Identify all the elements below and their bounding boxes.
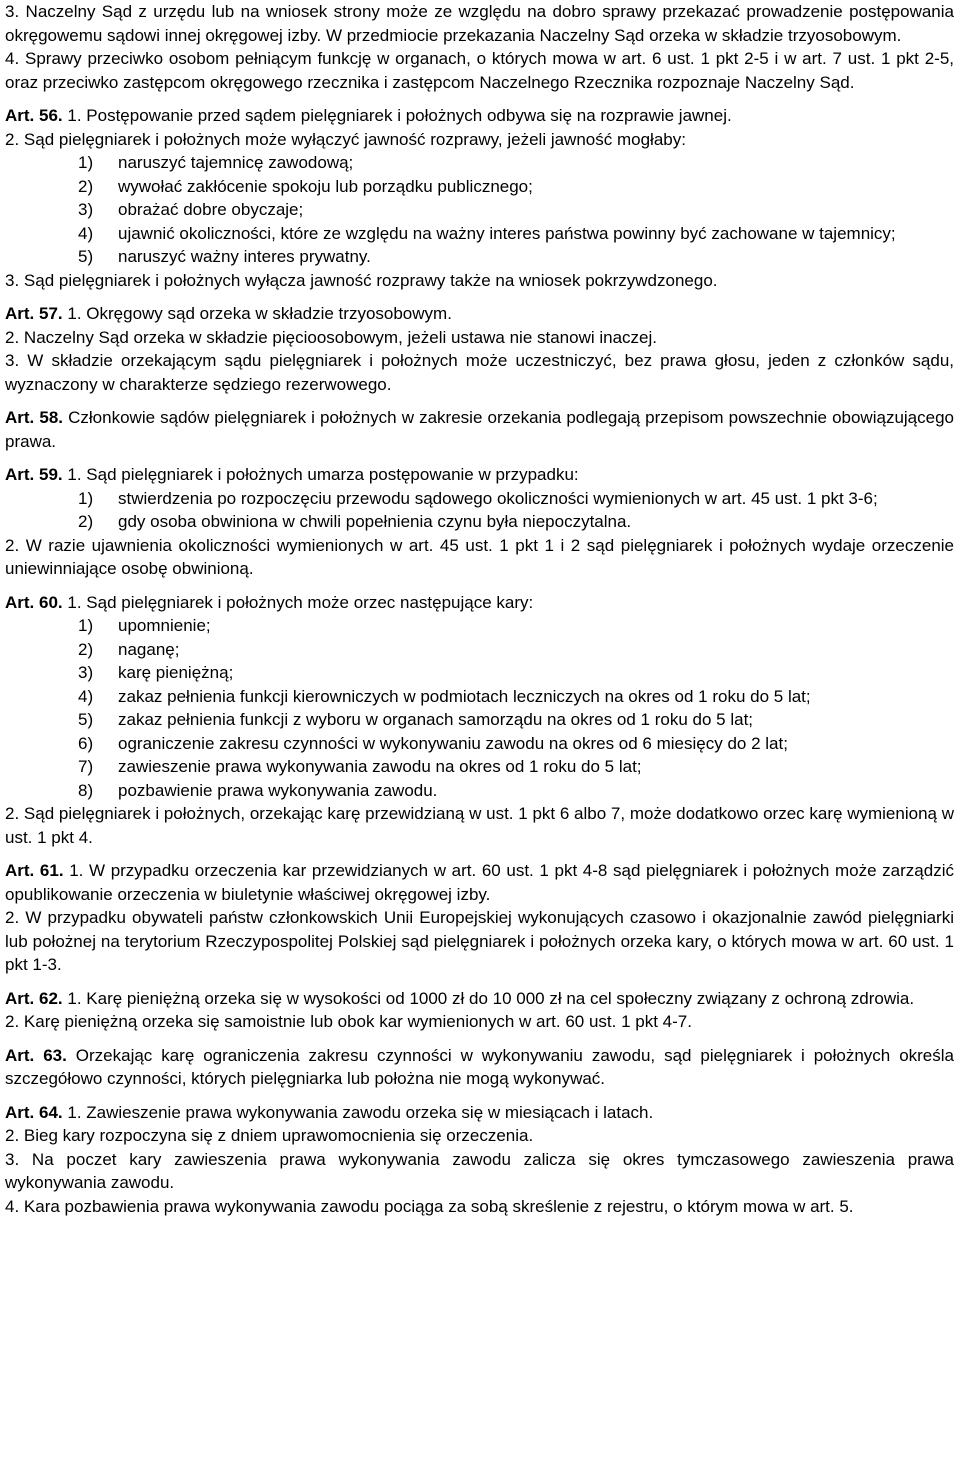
article-heading: Art. 58. xyxy=(5,408,64,427)
list-item: 5) naruszyć ważny interes prywatny. xyxy=(78,247,371,266)
article-heading: Art. 64. xyxy=(5,1102,63,1122)
article-61: Art. 61. 1. W przypadku orzeczenia kar przewidzianych w art. 60 ust. 1 pkt 4-8 sąd pielęgniarek i położnych może zarządzić opublikowanie orzeczenia w biuletynie właściwej okręgowej izby. xyxy=(5,861,954,904)
article-59: Art. 59. 1. Sąd pielęgniarek i położnych umarza postępowanie w przypadku: xyxy=(5,465,579,484)
paragraph: 3. W składzie orzekającym sądu pielęgniarek i położnych może uczestniczyć, bez prawa głosu, jeden z członków sądu, wyznaczony w charakterze sędziego rezerwowego. xyxy=(5,351,954,394)
list-item: 4) zakaz pełnienia funkcji kierowniczych w podmiotach leczniczych na okres od 1 roku do 5 lat; xyxy=(78,686,811,706)
article-heading: Art. 59. xyxy=(5,465,63,484)
article-63: Art. 63. Orzekając karę ograniczenia zakresu czynności w wykonywaniu zawodu, sąd pielęgniarek i położnych określa szczegółowo czynności, których pielęgniarka lub położna nie mogą wykonywać. xyxy=(5,1045,954,1088)
list-item: 5) zakaz pełnienia funkcji z wyboru w organach samorządu na okres od 1 roku do 5 lat; xyxy=(78,710,754,729)
article-64: Art. 64. 1. Zawieszenie prawa wykonywania zawodu orzeka się w miesiącach i latach. xyxy=(5,1102,654,1122)
list-item: 2) naganę; xyxy=(78,639,180,659)
paragraph: 2. Naczelny Sąd orzeka w składzie pięcioosobowym, jeżeli ustawa nie stanowi inaczej. xyxy=(5,327,657,347)
article-58: Art. 58. Członkowie sądów pielęgniarek i położnych w zakresie orzekania podlegają przepisom powszechnie obowiązującego prawa. xyxy=(5,408,954,451)
list-item: 4) ujawnić okoliczności, które ze względu na ważny interes państwa powinny być zachowane w tajemnicy; xyxy=(78,223,896,243)
list-item: 6) ograniczenie zakresu czynności w wykonywaniu zawodu na okres od 6 miesięcy do 2 lat; xyxy=(78,733,788,753)
paragraph: 2. Bieg kary rozpoczyna się z dniem uprawomocnienia się orzeczenia. xyxy=(5,1126,534,1145)
article-56: Art. 56. 1. Postępowanie przed sądem pielęgniarek i położnych odbywa się na rozprawie jawnej. xyxy=(5,106,732,125)
article-62: Art. 62. 1. Karę pieniężną orzeka się w wysokości od 1000 zł do 10 000 zł na cel społeczny związany z ochroną zdrowia. xyxy=(5,988,915,1008)
paragraph: 4. Sprawy przeciwko osobom pełniącym funkcję w organach, o których mowa w art. 6 ust. 1 pkt 2-5 i w art. 7 ust. 1 pkt 2-5, oraz przeciwko zastępcom okręgowego rzecznika i zastępcom Naczelnego Rzecznika rozpoznaje Naczelny Sąd. xyxy=(5,49,954,92)
paragraph: 2. Sąd pielęgniarek i położnych może wyłączyć jawność rozprawy, jeżeli jawność mogłaby: xyxy=(5,129,686,149)
list-item: 2) gdy osoba obwiniona w chwili popełnienia czynu była niepoczytalna. xyxy=(78,512,632,531)
paragraph: 3. Na poczet kary zawieszenia prawa wykonywania zawodu zalicza się okres tymczasowego zawieszenia prawa wykonywania zawodu. xyxy=(5,1149,954,1192)
paragraph: 2. W razie ujawnienia okoliczności wymienionych w art. 45 ust. 1 pkt 1 i 2 sąd pielęgniarek i położnych wydaje orzeczenie uniewinniające osobę obwinioną. xyxy=(5,535,954,578)
list-item: 8) pozbawienie prawa wykonywania zawodu. xyxy=(78,780,438,800)
paragraph: 2. Sąd pielęgniarek i położnych, orzekając karę przewidzianą w ust. 1 pkt 6 albo 7, może dodatkowo orzec karę wymienioną w ust. 1 pkt 4. xyxy=(5,804,954,847)
paragraph: 2. Karę pieniężną orzeka się samoistnie lub obok kar wymienionych w art. 60 ust. 1 pkt 4-7. xyxy=(5,1012,692,1031)
article-57: Art. 57. 1. Okręgowy sąd orzeka w składzie trzyosobowym. xyxy=(5,304,452,323)
article-60: Art. 60. 1. Sąd pielęgniarek i położnych może orzec następujące kary: xyxy=(5,592,534,612)
list-item: 7) zawieszenie prawa wykonywania zawodu na okres od 1 roku do 5 lat; xyxy=(78,757,642,776)
article-heading: Art. 57. xyxy=(5,304,63,323)
article-heading: Art. 61. xyxy=(5,861,64,880)
list-item: 3) obrażać dobre obyczaje; xyxy=(78,200,304,219)
article-heading: Art. 60. xyxy=(5,592,63,612)
paragraph: 3. Naczelny Sąd z urzędu lub na wniosek strony może ze względu na dobro sprawy przekazać prowadzenie postępowania okręgowemu sądowi innej okręgowej izby. W przedmiocie przekazania Naczelny Sąd orzeka w składzie trzyosobowym. xyxy=(5,2,954,45)
list-item: 2) wywołać zakłócenie spokoju lub porządku publicznego; xyxy=(78,176,533,196)
article-heading: Art. 62. xyxy=(5,988,63,1008)
list-item: 1) stwierdzenia po rozpoczęciu przewodu sądowego okoliczności wymienionych w art. 45 ust. 1 pkt 3-6; xyxy=(78,488,878,508)
list-item: 1) upomnienie; xyxy=(78,616,211,635)
paragraph: 2. W przypadku obywateli państw członkowskich Unii Europejskiej wykonujących czasowo i okazjonalnie zawód pielęgniarki lub położnej na terytorium Rzeczypospolitej Polskiej sąd pielęgniarek i położnych orzeka kary, o których mowa w art. 60 ust. 1 pkt 1-3. xyxy=(5,908,954,974)
article-heading: Art. 56. xyxy=(5,106,63,125)
list-item: 1) naruszyć tajemnicę zawodową; xyxy=(78,153,354,172)
list-item: 3) karę pieniężną; xyxy=(78,663,234,682)
paragraph: 3. Sąd pielęgniarek i położnych wyłącza jawność rozprawy także na wniosek pokrzywdzonego. xyxy=(5,270,718,290)
paragraph: 4. Kara pozbawienia prawa wykonywania zawodu pociąga za sobą skreślenie z rejestru, o którym mowa w art. 5. xyxy=(5,1196,854,1216)
article-heading: Art. 63. xyxy=(5,1045,67,1065)
